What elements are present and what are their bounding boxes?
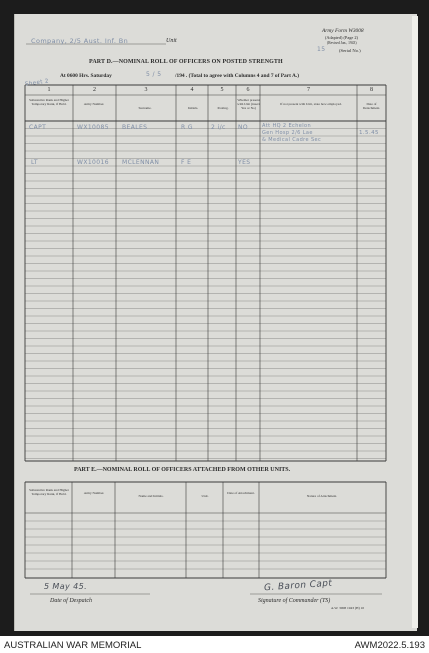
part-e-header-nature: Nature of Attachment. [306, 494, 338, 498]
part-e-header-army-number: Army Number. [83, 491, 105, 495]
row1-present: NO [238, 124, 249, 131]
column-number-1: 1 [47, 87, 51, 93]
part-e-title: PART E.—NOMINAL ROLL OF OFFICERS ATTACHED FROM OTHER UNITS. [74, 467, 291, 473]
part-e-header-rank: Substantive Rank and Higher Temporary Rank, if Held. [29, 488, 69, 496]
header-initials: Initials. [187, 106, 199, 110]
commander-signature: G. Baron Capt [263, 578, 333, 594]
column-number-2: 2 [93, 87, 96, 93]
row1-posting: 2 i/c [211, 124, 226, 131]
column-number-8: 8 [370, 87, 373, 93]
header-present: Whether present with Unit (insert Yes or No) [237, 98, 260, 110]
form-page-note: (Adapted) (Page 2) [325, 35, 358, 40]
column-number-6: 6 [246, 87, 250, 93]
header-employment: If not present with Unit, state how employed. [280, 102, 342, 106]
despatch-label: Date of Despatch [50, 598, 92, 604]
unit-label: Unit [166, 38, 177, 44]
header-army-number: Army Number. [83, 102, 105, 106]
form-revision: (Revised Jan., 1943) [327, 41, 357, 45]
row2-initials: F E [181, 159, 192, 166]
row2-rank: LT [31, 159, 38, 166]
sheet-handwritten: Sheet 2 [24, 78, 50, 88]
caption-accession-number: AWM2022.5.193 [354, 640, 425, 651]
printer-note: A.W. 3008 1943 (H) 10 [331, 606, 365, 610]
row1-employment-1: Att HQ 2 Echelon [262, 123, 312, 129]
part-d-suffix: /194 . (Total to agree with Columns 4 and 7 of Part A.) [175, 73, 299, 79]
column-number-4: 4 [190, 87, 194, 93]
part-d-date-handwritten: 5 / 5 [146, 71, 162, 78]
row1-employment-2: Gen Hosp 2/6 Lae [262, 130, 313, 136]
row2-surname: MCLENNAN [122, 159, 160, 166]
part-d-title: PART D.—NOMINAL ROLL OF OFFICERS ON POSTED STRENGTH [89, 59, 283, 65]
serial-label: (Serial No.) [339, 48, 361, 53]
part-e-header-name: Name and Initials. [138, 494, 164, 498]
unit-handwritten: Company, 2/5 Aust. Inf. Bn [31, 37, 129, 45]
column-number-5: 5 [220, 87, 224, 93]
row2-present: YES [238, 159, 251, 166]
header-surname: Surname. [138, 106, 152, 110]
row1-detachment-date: 1.5.45 [359, 130, 379, 136]
part-d-prefix: At 0600 Hrs. Saturday [60, 73, 112, 79]
form-number: Army Form W3008 [322, 28, 364, 34]
part-e-header-unit: Unit. [201, 494, 209, 498]
part-e-header-date: Date of Attachment. [227, 491, 255, 495]
caption-bar [0, 636, 429, 653]
header-detachment-date: Date of Detachment. [362, 102, 381, 110]
caption-institution: AUSTRALIAN WAR MEMORIAL [4, 640, 142, 651]
row1-army-number: WX10085 [77, 124, 109, 131]
row1-surname: BEALES [122, 124, 148, 131]
row1-rank: CAPT [29, 124, 47, 131]
column-number-3: 3 [144, 87, 148, 93]
header-rank: Substantive Rank and Higher Temporary Rank, if Held. [29, 98, 69, 106]
serial-handwritten: 15 [317, 46, 326, 53]
signature-label: Signature of Commander (TS) [258, 598, 331, 604]
despatch-date-handwritten: 5 May 45. [44, 582, 88, 591]
row1-initials: R G [181, 124, 193, 131]
row2-army-number: WX10016 [77, 159, 109, 166]
header-posting: Posting. [217, 106, 229, 110]
column-number-7: 7 [307, 87, 310, 93]
row1-employment-3: & Medical Cadre Sec [262, 137, 322, 143]
